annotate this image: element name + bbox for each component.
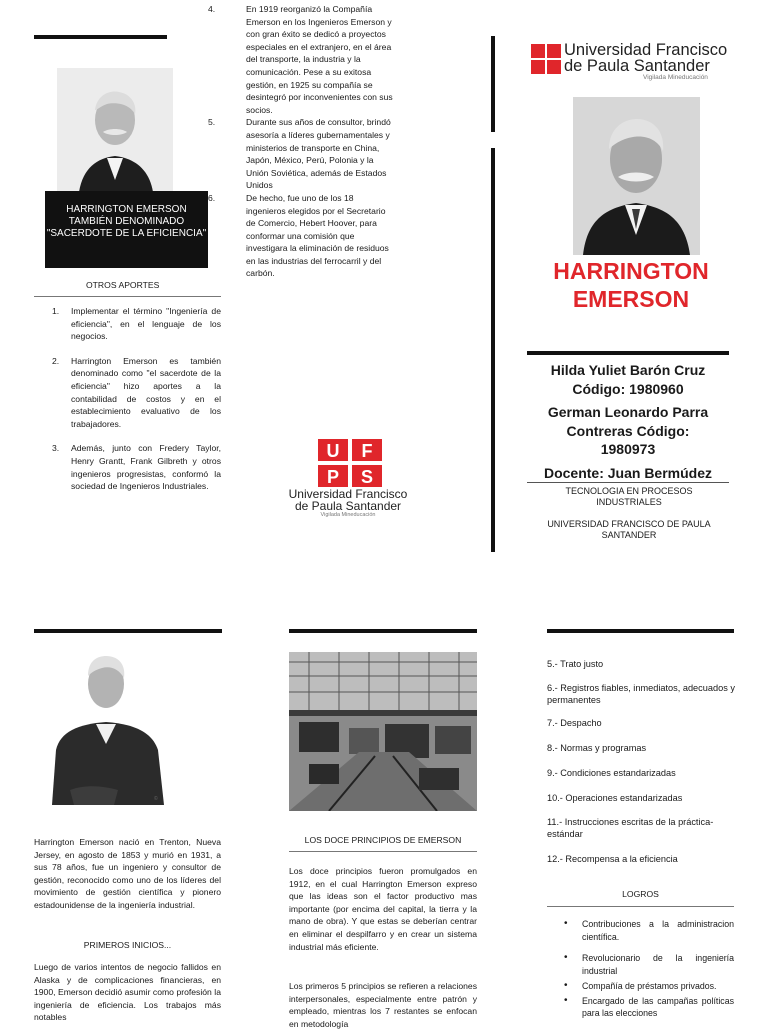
- cover-title-line1: HARRINGTON: [553, 258, 709, 284]
- list-text: Durante sus años de consultor, brindó asesoría a líderes gubernamentales y ministerios de transporte en China, Japón, México, Perú, Polonia y la Unión Soviética, además de Estados Unidos: [246, 117, 391, 191]
- cover-logo-line1: Universidad Francisco: [564, 41, 728, 59]
- logo-university-line2: de Paula Santander: [294, 499, 402, 513]
- principle-item: 11.- Instrucciones escritas de la práctica-estándar: [547, 817, 714, 839]
- cover-authors-rule: [527, 351, 729, 355]
- cover-ufps-logo: [531, 42, 731, 86]
- list-number: 3.: [52, 443, 60, 454]
- list-item: [34, 442, 221, 492]
- author-line: 1980973: [600, 441, 656, 457]
- list-text: Implementar el término "Ingeniería de eficiencia", en el lenguaje de los negocios.: [71, 306, 221, 342]
- list-item: [34, 305, 221, 343]
- author-line: Hilda Yuliet Barón Cruz: [550, 362, 706, 378]
- author-line: Contreras Código:: [566, 422, 690, 439]
- panel5-top-rule: [289, 629, 477, 633]
- panel6-heading-rule: [547, 906, 734, 907]
- panel1-top-rule: [34, 35, 167, 39]
- panel4-top-rule: [34, 629, 222, 633]
- panel6-top-rule: [547, 629, 734, 633]
- portrait-caption: [45, 191, 208, 268]
- list-number: 4.: [208, 4, 216, 14]
- list-item: [208, 3, 394, 116]
- first-beginnings-text: Luego de varios intentos de negocio fallidos en Alaska y de complicaciones financieras, en 1900, Emerson decidió asumir como profesión la ingeniería de eficiencia. Los trabajos más notables: [34, 962, 221, 1023]
- ufps-logo-large: [278, 425, 418, 535]
- cover-divider-top: [491, 36, 495, 132]
- first-beginnings-heading: PRIMEROS INICIOS...: [83, 940, 172, 950]
- emerson-portrait-photo: [57, 68, 173, 192]
- achievements-heading: LOGROS: [622, 889, 659, 899]
- svg-text:©: ©: [154, 796, 158, 802]
- logo-letter: U: [326, 441, 340, 461]
- twelve-principles-heading: LOS DOCE PRINCIPIOS DE EMERSON: [304, 835, 462, 845]
- principle-item: 8.- Normas y programas: [547, 743, 647, 753]
- list-text: En 1919 reorganizó la Compañía Emerson en los Ingenieros Emerson y con gran éxito se dedicó a proyectos especiales en el extranjero, en el área del transporte, la industria y la comunicación. Pese a su exitosa gestión, en 1925 su compañía se desintegró por inconvenientes con sus socios.: [246, 4, 393, 115]
- panel5-heading-rule: [289, 851, 477, 852]
- cover-university: UNIVERSIDAD FRANCISCO DE PAULA SANTANDER: [547, 519, 711, 540]
- list-number: 5.: [208, 117, 216, 128]
- author-line: Código: 1980960: [572, 380, 684, 397]
- achievement-item: • Contribuciones a la administracion científica.: [562, 918, 734, 943]
- ufps-logo-mark-small: [531, 44, 561, 74]
- achievement-item: • Encargado de las campañas políticas para las elecciones: [562, 995, 734, 1020]
- cover-title-line2: EMERSON: [572, 286, 690, 312]
- cover-program: TECNOLOGIA EN PROCESOS INDUSTRIALES: [565, 486, 693, 507]
- principle-item: 9.- Condiciones estandarizadas: [547, 768, 676, 778]
- teacher-line: Docente: Juan Bermúdez: [543, 464, 713, 481]
- logo-letter: S: [360, 467, 374, 487]
- emerson-seated-photo: [34, 640, 181, 805]
- list-item: [208, 116, 394, 192]
- list-number: 6.: [208, 192, 216, 203]
- other-contributions-heading: OTROS APORTES: [86, 280, 160, 290]
- achievement-item: • Revolucionario de la ingeniería industrial: [562, 952, 734, 977]
- achievement-item: • Compañía de préstamos privados.: [562, 980, 734, 993]
- cover-divider-bottom: [491, 148, 495, 552]
- principle-item: 10.- Operaciones estandarizadas: [547, 793, 683, 803]
- twelve-principles-para1: Los doce principios fueron promulgados en 1912, en el cual Harrington Emerson expreso que las ideas son el factor productivo mas importante (por encima del capital, la tierra y la mano de obra). Y que estas se deberían centrar en eliminar el despilfarro y en crear un sistema industrial más eficiente.: [289, 866, 477, 952]
- logo-university-line1: Universidad Francisco: [288, 487, 408, 501]
- caption-text: HARRINGTON EMERSON TAMBIÉN DENOMINADO "SACERDOTE DE LA EFICIENCIA": [46, 204, 207, 239]
- factory-photo: [289, 652, 477, 811]
- principle-item: 12.- Recompensa a la eficiencia: [547, 854, 678, 864]
- list-text: Además, junto con Fredery Taylor, Henry Grantt, Frank Gilbreth y otros ingenieros progresistas, conformó la sociedad de Ingenieros Industriales.: [71, 443, 221, 492]
- list-number: 1.: [52, 306, 60, 316]
- twelve-principles-para2: Los primeros 5 principios se refieren a relaciones interpersonales, especialmente entre patrón y empleado, mientras los 7 restantes se enfocan en metodología: [289, 981, 477, 1029]
- list-number: 2.: [52, 355, 60, 366]
- list-text: De hecho, fue uno de los 18 ingenieros elegidos por el Secretario de Comercio, Hebert Hoover, para conformar una comisión que investigara la eliminación de residuos en las industrias del ferrocarril y del carbón.: [246, 192, 389, 279]
- achievements-list: [562, 918, 734, 1020]
- emerson-cover-photo: [573, 97, 700, 255]
- logo-letter: P: [326, 467, 340, 487]
- logo-letter: F: [361, 441, 373, 461]
- principles-list: [547, 658, 737, 868]
- list-text: Harrington Emerson es también denominado como "el sacerdote de la eficiencia" hizo aportes a la contabilidad de costos y en el establecimiento evaluativo de los trabajadores.: [71, 355, 221, 429]
- ufps-logo-mark: [318, 439, 382, 487]
- panel1-heading-rule: [34, 296, 221, 297]
- author-line: German Leonardo Parra: [547, 404, 709, 420]
- contributions-continued-list: [208, 3, 394, 280]
- cover-authors: [527, 361, 729, 482]
- other-contributions-list: [34, 305, 221, 493]
- biography-text: Harrington Emerson nació en Trenton, Nueva Jersey, en agosto de 1853 y murió en 1931, a sus 78 años, fue un ingeniero y consultor de gestión, reconocido como uno de los líderes del movimiento de gestión científica y pionero estadounidense de la ingeniería industrial.: [34, 837, 221, 910]
- principle-item: 7.- Despacho: [547, 718, 602, 728]
- list-item: [208, 192, 394, 280]
- principle-item: 6.- Registros fiables, inmediatos, adecuados y permanentes: [547, 683, 735, 705]
- logo-tagline: Vigilada Mineducación: [320, 512, 376, 518]
- list-item: [34, 355, 221, 431]
- cover-program-rule: [527, 482, 729, 483]
- principle-item: 5.- Trato justo: [547, 659, 604, 669]
- cover-logo-line2: de Paula Santander: [564, 57, 710, 75]
- cover-logo-tagline: Vigilada Mineducación: [643, 74, 708, 81]
